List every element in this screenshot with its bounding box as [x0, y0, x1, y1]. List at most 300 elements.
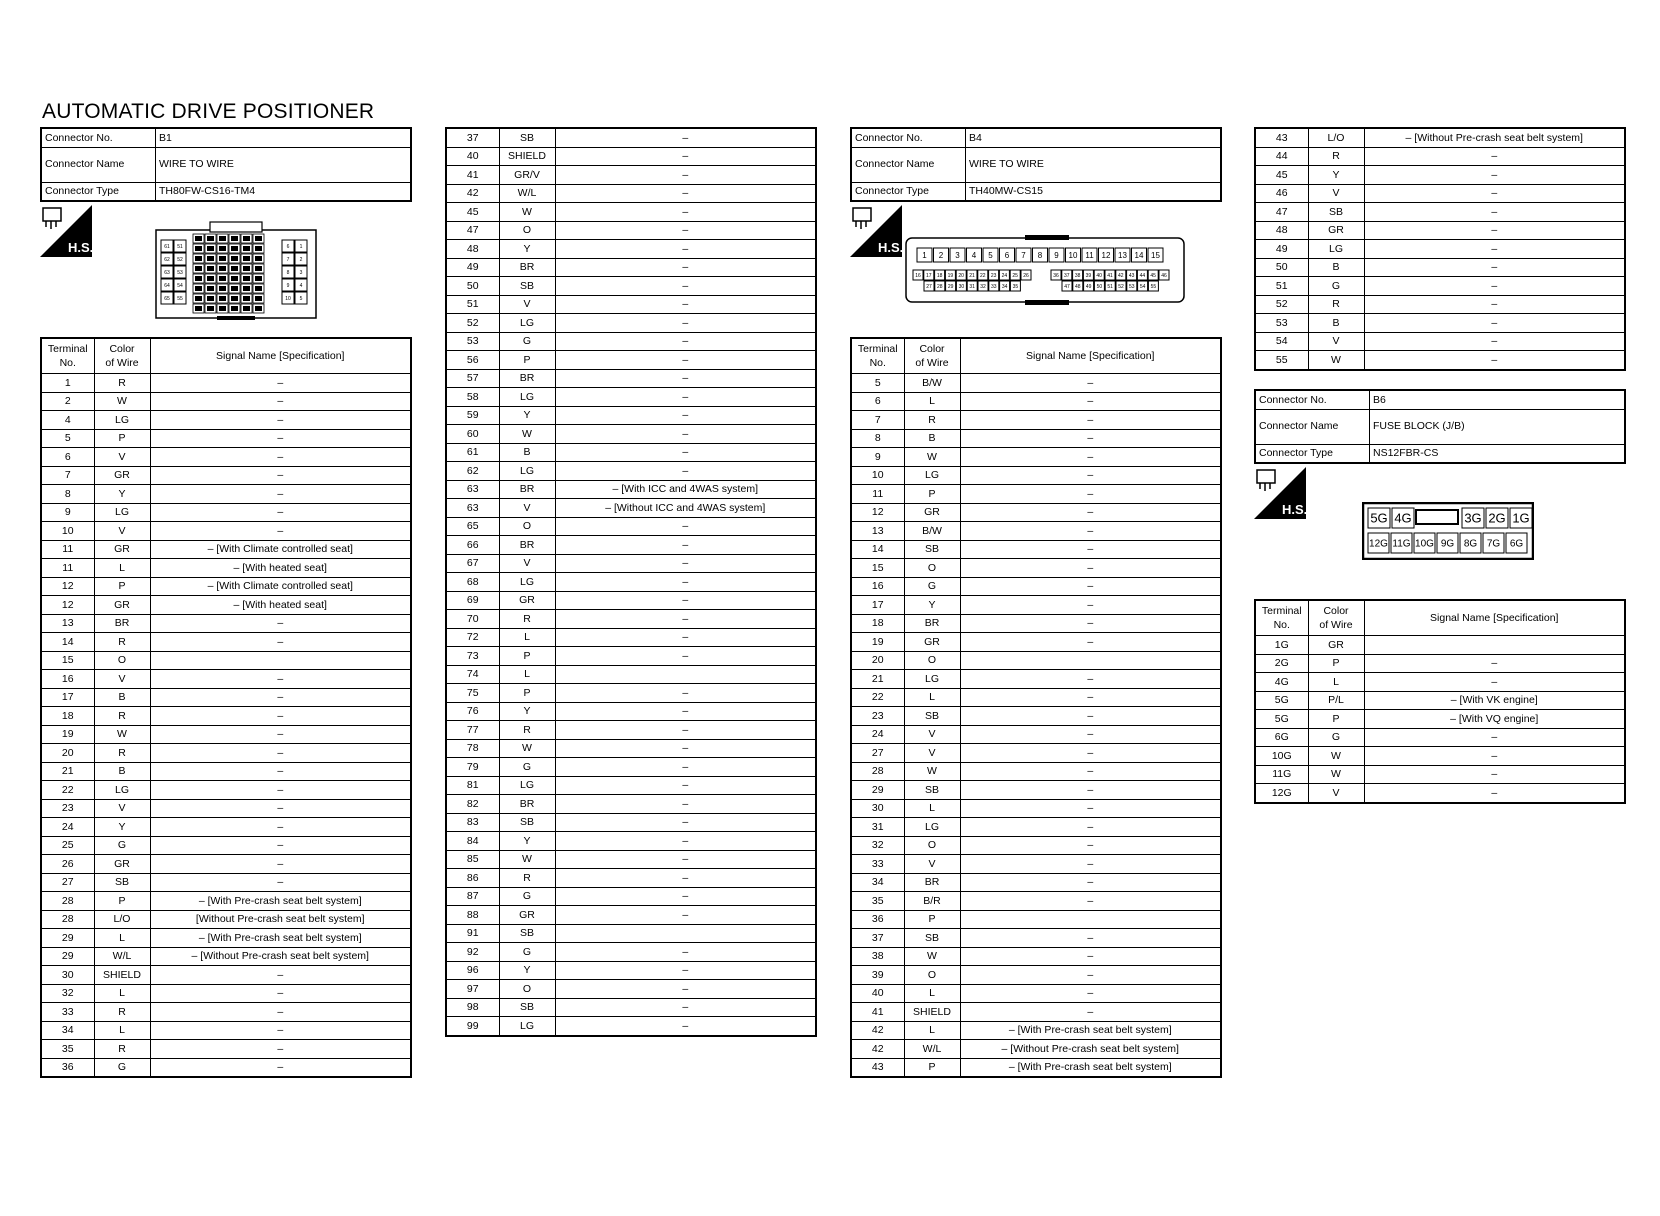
signal-name-cell: –	[1364, 673, 1625, 692]
pin-number: 12G	[1369, 538, 1388, 550]
wire-color-cell: P	[499, 351, 555, 370]
connector-pin	[1368, 508, 1390, 528]
signal-name-cell: –	[555, 961, 816, 980]
wire-color-cell: P/L	[1308, 691, 1364, 710]
wire-color-cell: Y	[499, 832, 555, 851]
signal-name-cell: – [With heated seat]	[150, 596, 411, 615]
terminal-no-cell: 13	[41, 614, 94, 633]
connector-pin	[1082, 248, 1097, 262]
wire-color-cell: BR	[499, 480, 555, 499]
connector-pin	[1049, 248, 1064, 262]
connector-pin	[1506, 533, 1527, 553]
pin-number: 45	[1150, 272, 1156, 279]
signal-name-cell: –	[150, 799, 411, 818]
table-row	[446, 332, 816, 351]
table-row	[851, 411, 1221, 430]
table-row	[41, 466, 411, 485]
wire-color-cell: L	[904, 688, 960, 707]
table-row	[1255, 765, 1625, 784]
signal-name-cell: –	[555, 610, 816, 629]
terminal-no-cell: 11	[851, 485, 904, 504]
signal-name-cell: –	[555, 462, 816, 481]
signal-name-cell: –	[150, 392, 411, 411]
hs-label: H.S.	[1282, 502, 1306, 517]
connector-pin	[1062, 270, 1072, 280]
terminal-no-cell: 10G	[1255, 747, 1308, 766]
connector-b1-diagram	[155, 220, 317, 320]
terminal-no-cell: 16	[851, 577, 904, 596]
table-row	[851, 614, 1221, 633]
signal-name-cell: –	[960, 448, 1221, 467]
table-row	[446, 499, 816, 518]
signal-name-cell	[555, 924, 816, 943]
pin-number: 51	[177, 243, 183, 250]
connector-no-value: B1	[156, 128, 412, 147]
table-row	[41, 596, 411, 615]
pin-number: 6	[1004, 250, 1010, 260]
connector-pin	[967, 270, 977, 280]
signal-name-cell: –	[555, 240, 816, 259]
connector-name-label: Connector Name	[851, 147, 966, 182]
signal-name-cell: –	[555, 869, 816, 888]
wire-color-cell: BR	[499, 795, 555, 814]
connector-pin	[1148, 270, 1158, 280]
signal-name-cell: –	[555, 425, 816, 444]
connector-pin	[282, 279, 294, 291]
table-row	[41, 818, 411, 837]
connector-pin	[174, 292, 186, 304]
table-row	[446, 277, 816, 296]
table-row	[41, 929, 411, 948]
pin-number: 10G	[1415, 538, 1434, 550]
signal-name-cell: –	[960, 818, 1221, 837]
pin-number: 64	[164, 282, 170, 289]
terminal-no-cell: 39	[851, 966, 904, 985]
signal-name-cell: – [With VK engine]	[1364, 691, 1625, 710]
signal-name-cell: –	[150, 744, 411, 763]
table-row	[851, 392, 1221, 411]
wire-color-cell: LG	[499, 314, 555, 333]
signal-name-cell: –	[960, 799, 1221, 818]
table-row	[446, 795, 816, 814]
wire-color-cell: L	[94, 559, 150, 578]
signal-name-cell: –	[555, 721, 816, 740]
signal-name-cell: –	[555, 1017, 816, 1036]
signal-name-cell: –	[150, 762, 411, 781]
pin-number: 16	[915, 272, 921, 279]
table-row	[1255, 636, 1625, 655]
table-row	[851, 836, 1221, 855]
signal-name-cell: –	[960, 522, 1221, 541]
terminal-no-cell: 41	[446, 166, 499, 185]
connector-type-label: Connector Type	[41, 182, 156, 201]
connector-type-value: NS12FBR-CS	[1370, 444, 1626, 463]
signal-name-cell: –	[150, 614, 411, 633]
table-row	[851, 910, 1221, 929]
connector-pin	[1073, 281, 1083, 291]
wire-color-cell: L	[499, 628, 555, 647]
terminal-no-cell: 18	[41, 707, 94, 726]
signal-name-header: Signal Name [Specification]	[960, 338, 1221, 374]
table-row	[851, 522, 1221, 541]
signal-name-cell: –	[960, 892, 1221, 911]
connector-pin	[161, 292, 173, 304]
table-row	[851, 1058, 1221, 1077]
pin-number: 3	[955, 250, 960, 260]
terminal-no-cell: 40	[446, 147, 499, 166]
wire-color-cell: GR	[904, 633, 960, 652]
table-row	[446, 813, 816, 832]
wire-color-cell: SB	[499, 128, 555, 147]
connector-b1-pin-table-section	[40, 337, 412, 1078]
wire-color-cell: Y	[499, 406, 555, 425]
connector-pin	[1021, 270, 1031, 280]
connector-pin	[174, 253, 186, 265]
terminal-no-cell: 29	[851, 781, 904, 800]
table-row	[446, 554, 816, 573]
connector-pin	[161, 240, 173, 252]
pin-number: 29	[947, 283, 954, 290]
wire-color-cell: LG	[499, 388, 555, 407]
wire-color-cell: Y	[904, 596, 960, 615]
signal-name-cell: –	[1364, 765, 1625, 784]
connector-pin	[978, 270, 988, 280]
terminal-no-cell: 57	[446, 369, 499, 388]
terminal-no-cell: 63	[446, 499, 499, 518]
signal-name-cell: –	[555, 702, 816, 721]
wire-color-cell: P	[1308, 710, 1364, 729]
wire-color-cell: L	[1308, 673, 1364, 692]
terminal-no-cell: 37	[851, 929, 904, 948]
terminal-no-cell: 2G	[1255, 654, 1308, 673]
signal-name-cell: –	[150, 448, 411, 467]
wire-color-cell: G	[499, 332, 555, 351]
connector-pin	[282, 292, 294, 304]
signal-name-cell: –	[1364, 166, 1625, 185]
wire-color-cell: SB	[1308, 203, 1364, 222]
connector-pin	[1159, 270, 1169, 280]
connector-b6-info-table	[1254, 389, 1626, 464]
table-row	[446, 591, 816, 610]
table-row	[1255, 258, 1625, 277]
table-row	[1255, 221, 1625, 240]
wire-color-cell: R	[499, 721, 555, 740]
terminal-no-cell: 11G	[1255, 765, 1308, 784]
signal-name-cell: –	[555, 850, 816, 869]
signal-name-cell	[960, 651, 1221, 670]
table-row	[41, 614, 411, 633]
pin-number: 37	[1064, 272, 1070, 279]
pin-number: 2	[299, 256, 303, 263]
pin-number: 18	[936, 272, 943, 279]
terminal-no-cell: 48	[1255, 221, 1308, 240]
signal-name-cell: –	[1364, 184, 1625, 203]
table-row	[41, 522, 411, 541]
terminal-no-cell: 55	[1255, 351, 1308, 370]
hs-label: H.S.	[68, 240, 92, 255]
table-row	[446, 832, 816, 851]
signal-name-cell	[1364, 636, 1625, 655]
color-of-wire-header: Color of Wire	[1308, 600, 1364, 636]
wire-color-cell: P	[904, 910, 960, 929]
terminal-no-cell: 29	[41, 929, 94, 948]
signal-name-header: Signal Name [Specification]	[1364, 600, 1625, 636]
terminal-no-cell: 31	[851, 818, 904, 837]
connector-pin	[161, 253, 173, 265]
signal-name-cell: –	[555, 221, 816, 240]
signal-name-cell: –	[960, 466, 1221, 485]
signal-name-cell: –	[960, 688, 1221, 707]
terminal-no-cell: 20	[851, 651, 904, 670]
terminal-no-cell: 38	[851, 947, 904, 966]
wire-color-cell: SB	[499, 277, 555, 296]
table-row	[446, 943, 816, 962]
signal-name-cell: –	[1364, 147, 1625, 166]
signal-name-cell: –	[555, 980, 816, 999]
table-row	[851, 781, 1221, 800]
pin-number: 36	[1053, 272, 1059, 279]
connector-b4-info-table	[850, 127, 1222, 202]
connector-pin	[295, 292, 307, 304]
signal-name-cell: –	[150, 1058, 411, 1077]
connector-pin	[1368, 533, 1389, 553]
table-row	[41, 448, 411, 467]
terminal-no-cell: 69	[446, 591, 499, 610]
wire-color-cell: V	[499, 499, 555, 518]
wire-color-cell: V	[1308, 184, 1364, 203]
table-row	[446, 887, 816, 906]
pin-number: 55	[1150, 283, 1157, 290]
signal-name-cell: –	[555, 277, 816, 296]
pin-number: 21	[969, 272, 975, 279]
table-row	[1255, 295, 1625, 314]
terminal-no-cell: 34	[41, 1021, 94, 1040]
terminal-no-cell: 74	[446, 665, 499, 684]
terminal-no-cell: 88	[446, 906, 499, 925]
connector-b1-section	[40, 127, 412, 202]
signal-name-cell: [Without Pre-crash seat belt system]	[150, 910, 411, 929]
table-row	[446, 295, 816, 314]
connector-no-label: Connector No.	[851, 128, 966, 147]
table-row	[1255, 728, 1625, 747]
signal-name-cell: –	[960, 392, 1221, 411]
terminal-no-cell: 24	[851, 725, 904, 744]
table-row	[851, 429, 1221, 448]
terminal-no-cell: 87	[446, 887, 499, 906]
pin-number: 23	[990, 272, 997, 279]
connector-pin	[1486, 508, 1508, 528]
wire-color-cell: V	[904, 725, 960, 744]
wire-color-cell: W	[499, 739, 555, 758]
page-title: AUTOMATIC DRIVE POSITIONER	[42, 100, 375, 123]
connector-pin	[983, 248, 998, 262]
signal-name-cell: –	[1364, 654, 1625, 673]
signal-name-cell: –	[960, 670, 1221, 689]
table-row	[446, 536, 816, 555]
table-row	[41, 966, 411, 985]
wire-color-cell: V	[499, 554, 555, 573]
signal-name-cell: –	[960, 429, 1221, 448]
signal-name-header: Signal Name [Specification]	[150, 338, 411, 374]
connector-pin	[1414, 533, 1435, 553]
table-row	[851, 577, 1221, 596]
table-row	[41, 873, 411, 892]
table-row	[446, 906, 816, 925]
wire-color-cell: W	[1308, 351, 1364, 370]
terminal-no-cell: 66	[446, 536, 499, 555]
table-row	[851, 929, 1221, 948]
wire-color-cell: P	[94, 577, 150, 596]
terminal-no-cell: 42	[851, 1040, 904, 1059]
wire-color-cell: V	[1308, 332, 1364, 351]
pin-number: 9	[1054, 250, 1059, 260]
pin-number: 8G	[1463, 538, 1478, 550]
connector-pin	[913, 270, 923, 280]
wire-color-cell: R	[94, 374, 150, 393]
connector-b4-pin-table-continued-section	[1254, 127, 1626, 371]
pin-number: 26	[1023, 272, 1029, 279]
wire-color-cell: P	[904, 485, 960, 504]
table-row	[41, 1058, 411, 1077]
terminal-no-cell: 97	[446, 980, 499, 999]
terminal-no-cell: 62	[446, 462, 499, 481]
connector-no-label: Connector No.	[41, 128, 156, 147]
color-of-wire-header: Color of Wire	[904, 338, 960, 374]
wire-color-cell: SB	[904, 781, 960, 800]
pin-number: 53	[1129, 283, 1135, 290]
connector-pin	[1148, 248, 1163, 262]
signal-name-cell: –	[960, 836, 1221, 855]
signal-name-cell: –	[150, 707, 411, 726]
signal-name-cell: – [Without Pre-crash seat belt system]	[960, 1040, 1221, 1059]
pin-number: 31	[969, 283, 975, 290]
terminal-no-cell: 54	[1255, 332, 1308, 351]
connector-pin	[174, 266, 186, 278]
signal-name-cell: –	[960, 762, 1221, 781]
pin-number: 38	[1074, 272, 1081, 279]
connector-pin	[917, 248, 932, 262]
wire-color-cell: L	[94, 929, 150, 948]
pin-number: 42	[1118, 272, 1124, 279]
wire-color-cell: SHIELD	[904, 1003, 960, 1022]
signal-name-cell: –	[555, 369, 816, 388]
signal-name-cell: –	[555, 388, 816, 407]
table-row	[446, 665, 816, 684]
terminal-no-header: Terminal No.	[1255, 600, 1308, 636]
connector-pin	[1127, 281, 1137, 291]
wire-color-cell: V	[94, 448, 150, 467]
connector-pin	[1105, 281, 1115, 291]
wire-color-cell: B/R	[904, 892, 960, 911]
signal-name-cell: –	[1364, 221, 1625, 240]
pin-number: 12	[1101, 250, 1111, 260]
connector-pin	[999, 270, 1009, 280]
table-row	[1255, 673, 1625, 692]
table-row	[851, 947, 1221, 966]
terminal-no-cell: 59	[446, 406, 499, 425]
pin-number: 3G	[1464, 510, 1482, 526]
wire-color-cell: G	[1308, 277, 1364, 296]
table-row	[851, 485, 1221, 504]
terminal-no-cell: 30	[851, 799, 904, 818]
wire-color-cell: L/O	[94, 910, 150, 929]
signal-name-cell: – [With VQ engine]	[1364, 710, 1625, 729]
wire-color-cell: LG	[499, 573, 555, 592]
terminal-no-cell: 52	[1255, 295, 1308, 314]
harness-side-view-icon	[1254, 467, 1306, 519]
terminal-no-cell: 4G	[1255, 673, 1308, 692]
signal-name-cell: –	[960, 1003, 1221, 1022]
signal-name-cell: – [With ICC and 4WAS system]	[555, 480, 816, 499]
connector-pin	[295, 266, 307, 278]
connector-pin	[295, 240, 307, 252]
wire-color-cell: R	[904, 411, 960, 430]
connector-b4-pin-table	[850, 337, 1222, 1078]
table-row	[851, 725, 1221, 744]
connector-pin	[1137, 270, 1147, 280]
connector-no-value: B4	[966, 128, 1222, 147]
connector-pin	[282, 253, 294, 265]
pin-number: 49	[1085, 283, 1092, 290]
terminal-no-cell: 19	[41, 725, 94, 744]
terminal-no-cell: 43	[851, 1058, 904, 1077]
connector-pin	[1016, 248, 1031, 262]
pin-number: 4	[971, 250, 977, 260]
connector-b6-pin-table-section	[1254, 599, 1626, 804]
wire-color-cell: G	[499, 943, 555, 962]
wire-color-cell: GR	[94, 466, 150, 485]
wire-color-cell: G	[94, 1058, 150, 1077]
table-row	[851, 670, 1221, 689]
signal-name-cell: –	[150, 411, 411, 430]
pin-number: 19	[947, 272, 954, 279]
table-row	[446, 628, 816, 647]
terminal-no-cell: 79	[446, 758, 499, 777]
wire-color-cell: GR	[499, 906, 555, 925]
table-row	[41, 855, 411, 874]
table-row	[446, 203, 816, 222]
table-row	[851, 873, 1221, 892]
table-row	[446, 850, 816, 869]
terminal-no-cell: 65	[446, 517, 499, 536]
terminal-no-cell: 33	[41, 1003, 94, 1022]
signal-name-cell: –	[150, 873, 411, 892]
terminal-no-cell: 86	[446, 869, 499, 888]
pin-number: 40	[1096, 272, 1102, 279]
signal-name-cell: –	[150, 466, 411, 485]
wire-color-cell: V	[904, 855, 960, 874]
signal-name-cell: – [With Pre-crash seat belt system]	[150, 929, 411, 948]
signal-name-cell: –	[150, 633, 411, 652]
terminal-no-cell: 99	[446, 1017, 499, 1036]
table-row	[446, 758, 816, 777]
signal-name-cell: –	[960, 559, 1221, 578]
wire-color-cell: Y	[1308, 166, 1364, 185]
terminal-no-cell: 14	[851, 540, 904, 559]
terminal-no-cell: 2	[41, 392, 94, 411]
signal-name-cell: –	[555, 203, 816, 222]
wire-color-cell: R	[94, 633, 150, 652]
table-row	[41, 503, 411, 522]
terminal-no-cell: 53	[446, 332, 499, 351]
pin-number: 51	[1107, 283, 1113, 290]
connector-pin	[1066, 248, 1081, 262]
signal-name-cell: –	[555, 443, 816, 462]
signal-name-cell: –	[960, 984, 1221, 1003]
wire-color-cell: P	[94, 892, 150, 911]
terminal-no-cell: 33	[851, 855, 904, 874]
table-row	[446, 647, 816, 666]
